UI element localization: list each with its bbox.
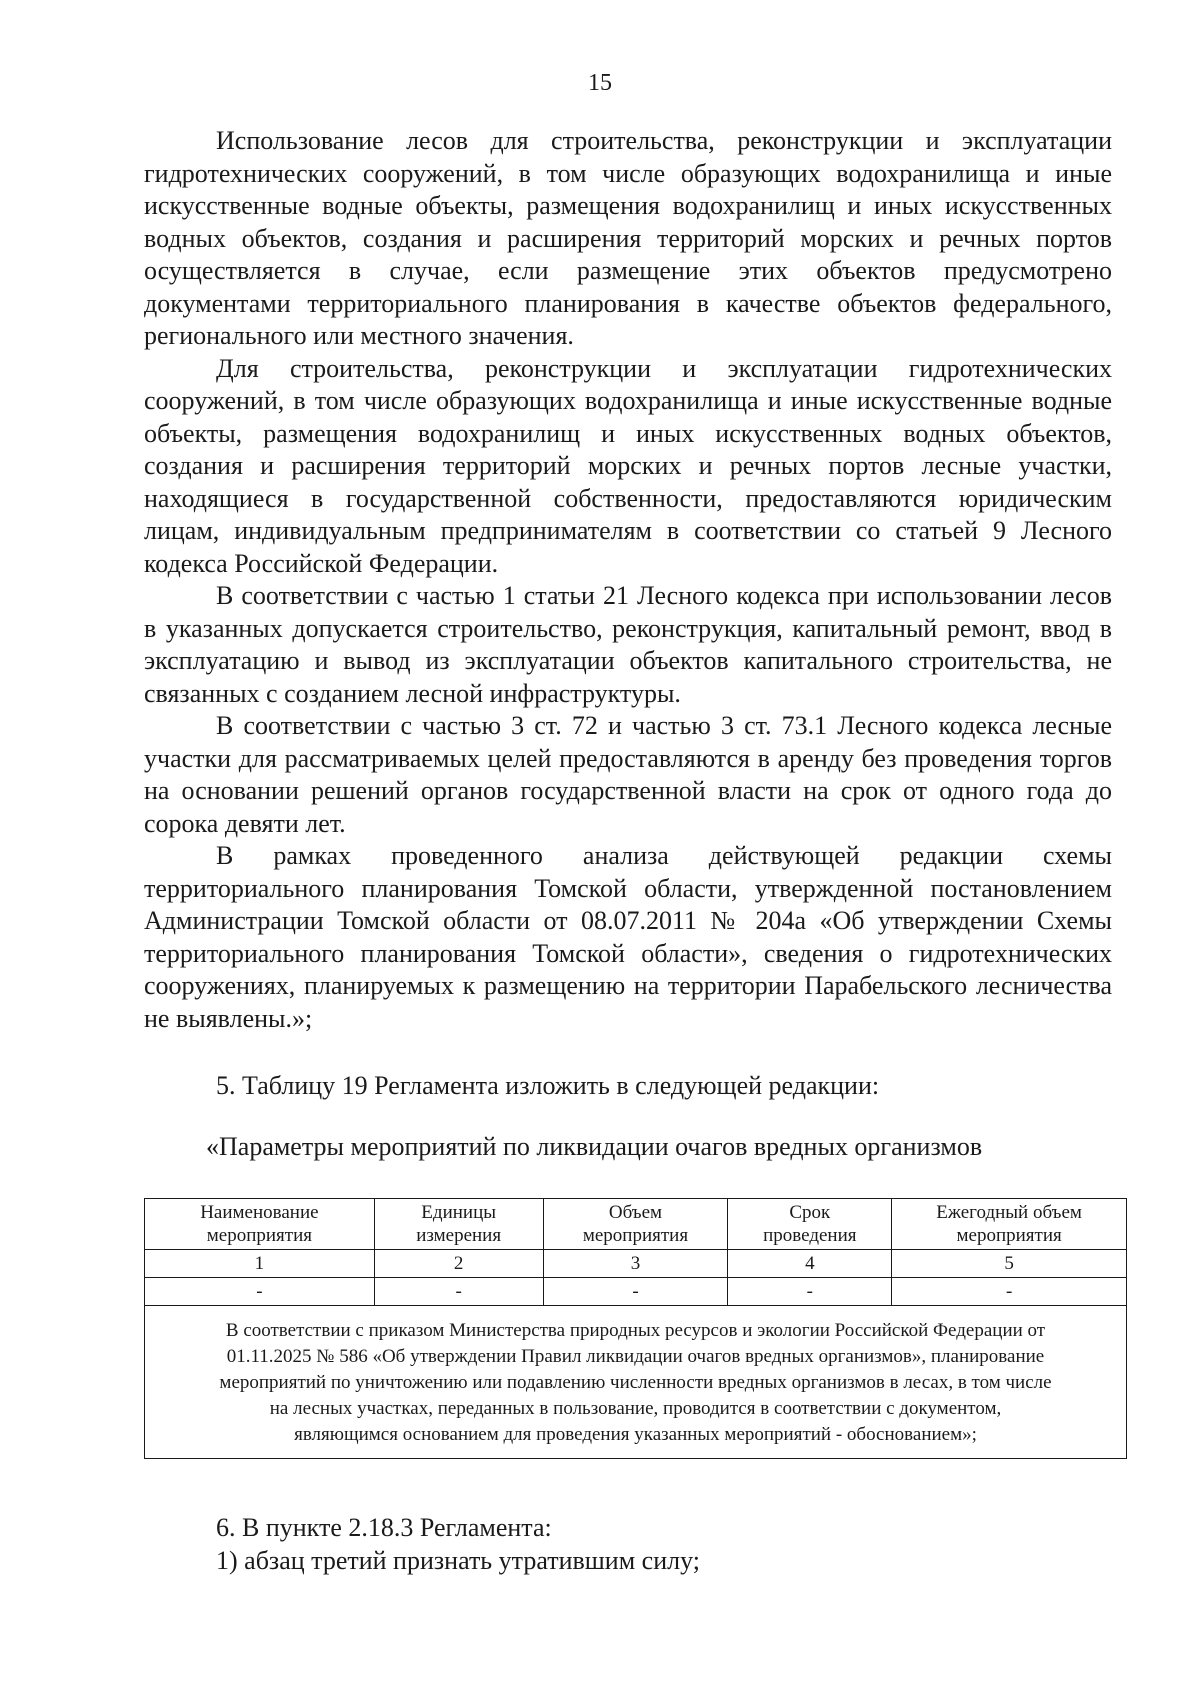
item-6-heading: 6. В пункте 2.18.3 Регламента: xyxy=(216,1513,552,1542)
table-cell: - xyxy=(543,1278,728,1306)
item-5-heading: 5. Таблицу 19 Регламента изложить в следующей редакции: xyxy=(216,1071,880,1100)
header-volume: Объем мероприятия xyxy=(543,1199,728,1250)
header-activity-name: Наименование мероприятия xyxy=(145,1199,375,1250)
table-row xyxy=(145,1278,1127,1306)
paragraph-hydro-usage: Использование лесов для строительства, реконструкции и эксплуатации гидротехнических сооружений, в том числе образующих водохранилища и иные искусственные водные объекты, размещения водохранилищ и иных искусственных водных объектов, создания и расширения территорий морских и речных портов осуществляется в случае, если размещение этих объектов предусмотрено документами территориального планирования в качестве объектов федерального, регионального или местного значения. xyxy=(144,126,1112,350)
table-cell: - xyxy=(374,1278,543,1306)
page-number: 15 xyxy=(588,70,612,96)
paragraph-lease-terms: В соответствии с частью 3 ст. 72 и частью 3 ст. 73.1 Лесного кодекса лесные участки для рассматриваемых целей предоставляются в аренду без проведения торгов на основании решений органов государственной власти на срок от одного года до сорока девяти лет. xyxy=(144,711,1112,838)
header-annual-volume: Ежегодный объем мероприятия xyxy=(892,1199,1127,1250)
table-cell: 2 xyxy=(374,1250,543,1278)
table-cell: 1 xyxy=(145,1250,375,1278)
item-6-subitem-1: 1) абзац третий признать утратившим силу; xyxy=(216,1546,700,1575)
table-cell: 5 xyxy=(892,1250,1127,1278)
table-cell: 3 xyxy=(543,1250,728,1278)
table-cell: - xyxy=(892,1278,1127,1306)
table-note-row xyxy=(145,1306,1127,1459)
body-text xyxy=(144,125,1112,1035)
table-cell: - xyxy=(145,1278,375,1306)
table-number-row xyxy=(145,1250,1127,1278)
table-note: В соответствии с приказом Министерства природных ресурсов и экологии Российской Федерации от 01.11.2025 № 586 «Об утверждении Правил ликвидации очагов вредных организмов», планирование мероприятий по уничтожению или подавлению численности вредных организмов в лесах, в том числе на лесных участках, переданных в пользование, проводится в соответствии с документом, являющимся основанием для проведения указанных мероприятий - обоснованием»; xyxy=(145,1306,1127,1459)
parameters-table xyxy=(144,1198,1127,1459)
table-title: «Параметры мероприятий по ликвидации очагов вредных организмов xyxy=(206,1132,983,1161)
header-units: Единицы измерения xyxy=(374,1199,543,1250)
paragraph-article-21: В соответствии с частью 1 статьи 21 Лесного кодекса при использовании лесов в указанных допускается строительство, реконструкция, капитальный ремонт, ввод в эксплуатацию и вывод из эксплуатации объектов капитального строительства, не связанных с созданием лесной инфраструктуры. xyxy=(144,581,1112,708)
table-header-row xyxy=(145,1199,1127,1250)
table-cell: - xyxy=(728,1278,892,1306)
paragraph-land-provision: Для строительства, реконструкции и эксплуатации гидротехнических сооружений, в том числе образующих водохранилища и иные искусственные водные объекты, размещения водохранилищ и иных искусственных водных объектов, создания и расширения территорий морских и речных портов лесные участки, находящиеся в государственной собственности, предоставляются юридическим лицам, индивидуальным предпринимателям в соответствии со статьей 9 Лесного кодекса Российской Федерации. xyxy=(144,353,1112,578)
table-cell: 4 xyxy=(728,1250,892,1278)
header-term: Срок проведения xyxy=(728,1199,892,1250)
paragraph-territorial-planning: В рамках проведенного анализа действующей редакции схемы территориального планирования Томской области, утвержденной постановлением Администрации Томской области от 08.07.2011 № 204а «Об утверждении Схемы территориального планирования Томской области», сведения о гидротехнических сооружениях, планируемых к размещению на территории Парабельского лесничества не выявлены.»; xyxy=(144,841,1112,1033)
